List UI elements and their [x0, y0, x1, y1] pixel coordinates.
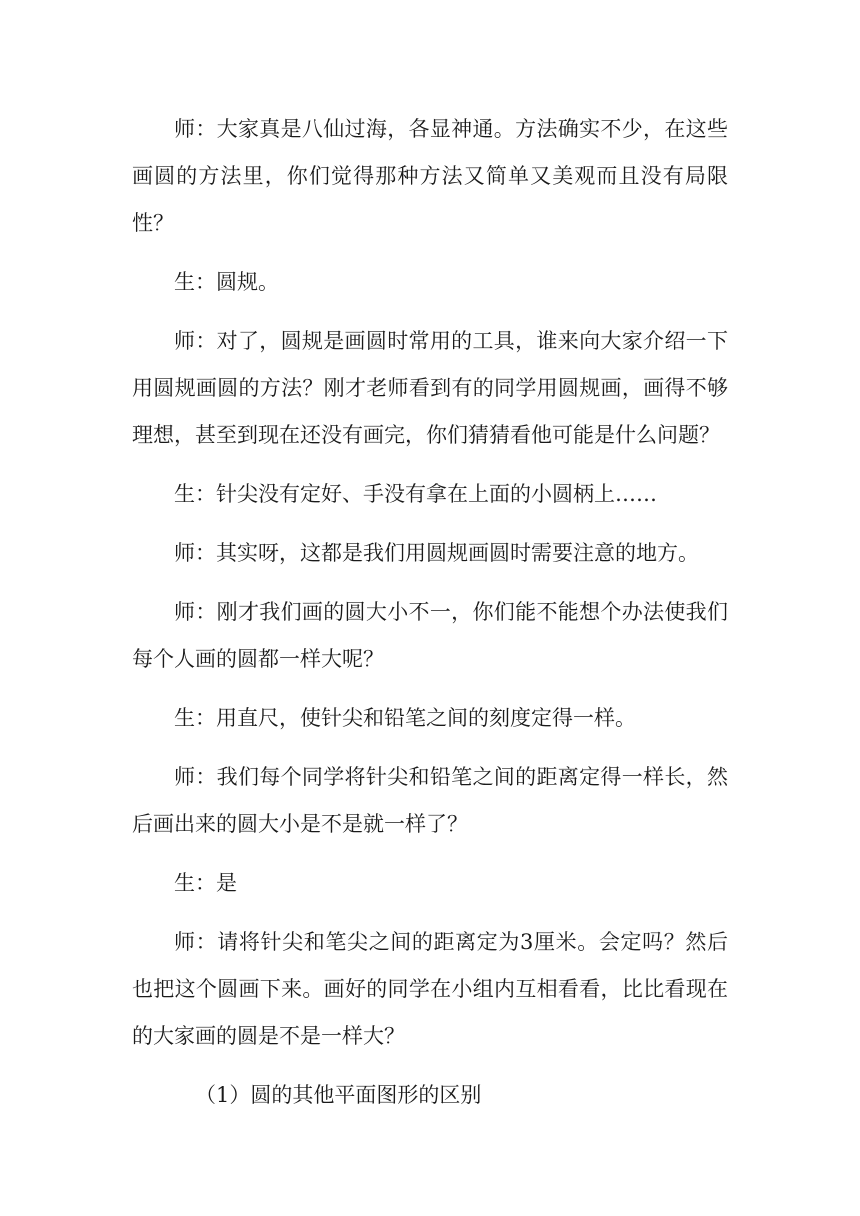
document-body [132, 106, 728, 1131]
paragraph-student-yes: 生：是 [174, 871, 237, 895]
section-heading-circle-difference: （1）圆的其他平面图形的区别 [195, 1083, 482, 1107]
paragraph-student-problems: 生：针尖没有定好、手没有拿在上面的小圆柄上…… [174, 482, 657, 506]
paragraph-student-compass: 生：圆规。 [174, 270, 279, 294]
paragraph-teacher-praise: 师：大家真是八仙过海，各显神通。方法确实不少，在这些画圆的方法里，你们觉得那种方法又简单又美观而且没有局限性？ [132, 117, 728, 235]
paragraph-student-ruler: 生：用直尺，使针尖和铅笔之间的刻度定得一样。 [174, 706, 636, 730]
paragraph-teacher-notes: 师：其实呀，这都是我们用圆规画圆时需要注意的地方。 [174, 541, 699, 565]
paragraph-teacher-compass-method: 师：对了，圆规是画圆时常用的工具，谁来向大家介绍一下用圆规画圆的方法？刚才老师看到有的同学用圆规画，画得不够理想，甚至到现在还没有画完，你们猜猜看他可能是什么问题？ [132, 329, 728, 447]
paragraph-teacher-same-size: 师：刚才我们画的圆大小不一，你们能不能想个办法使我们每个人画的圆都一样大呢？ [132, 600, 728, 671]
paragraph-teacher-distance: 师：我们每个同学将针尖和铅笔之间的距离定得一样长，然后画出来的圆大小是不是就一样了？ [132, 765, 728, 836]
paragraph-teacher-3cm: 师：请将针尖和笔尖之间的距离定为3厘米。会定吗？然后也把这个圆画下来。画好的同学在小组内互相看看，比比看现在的大家画的圆是不是一样大？ [132, 930, 728, 1048]
